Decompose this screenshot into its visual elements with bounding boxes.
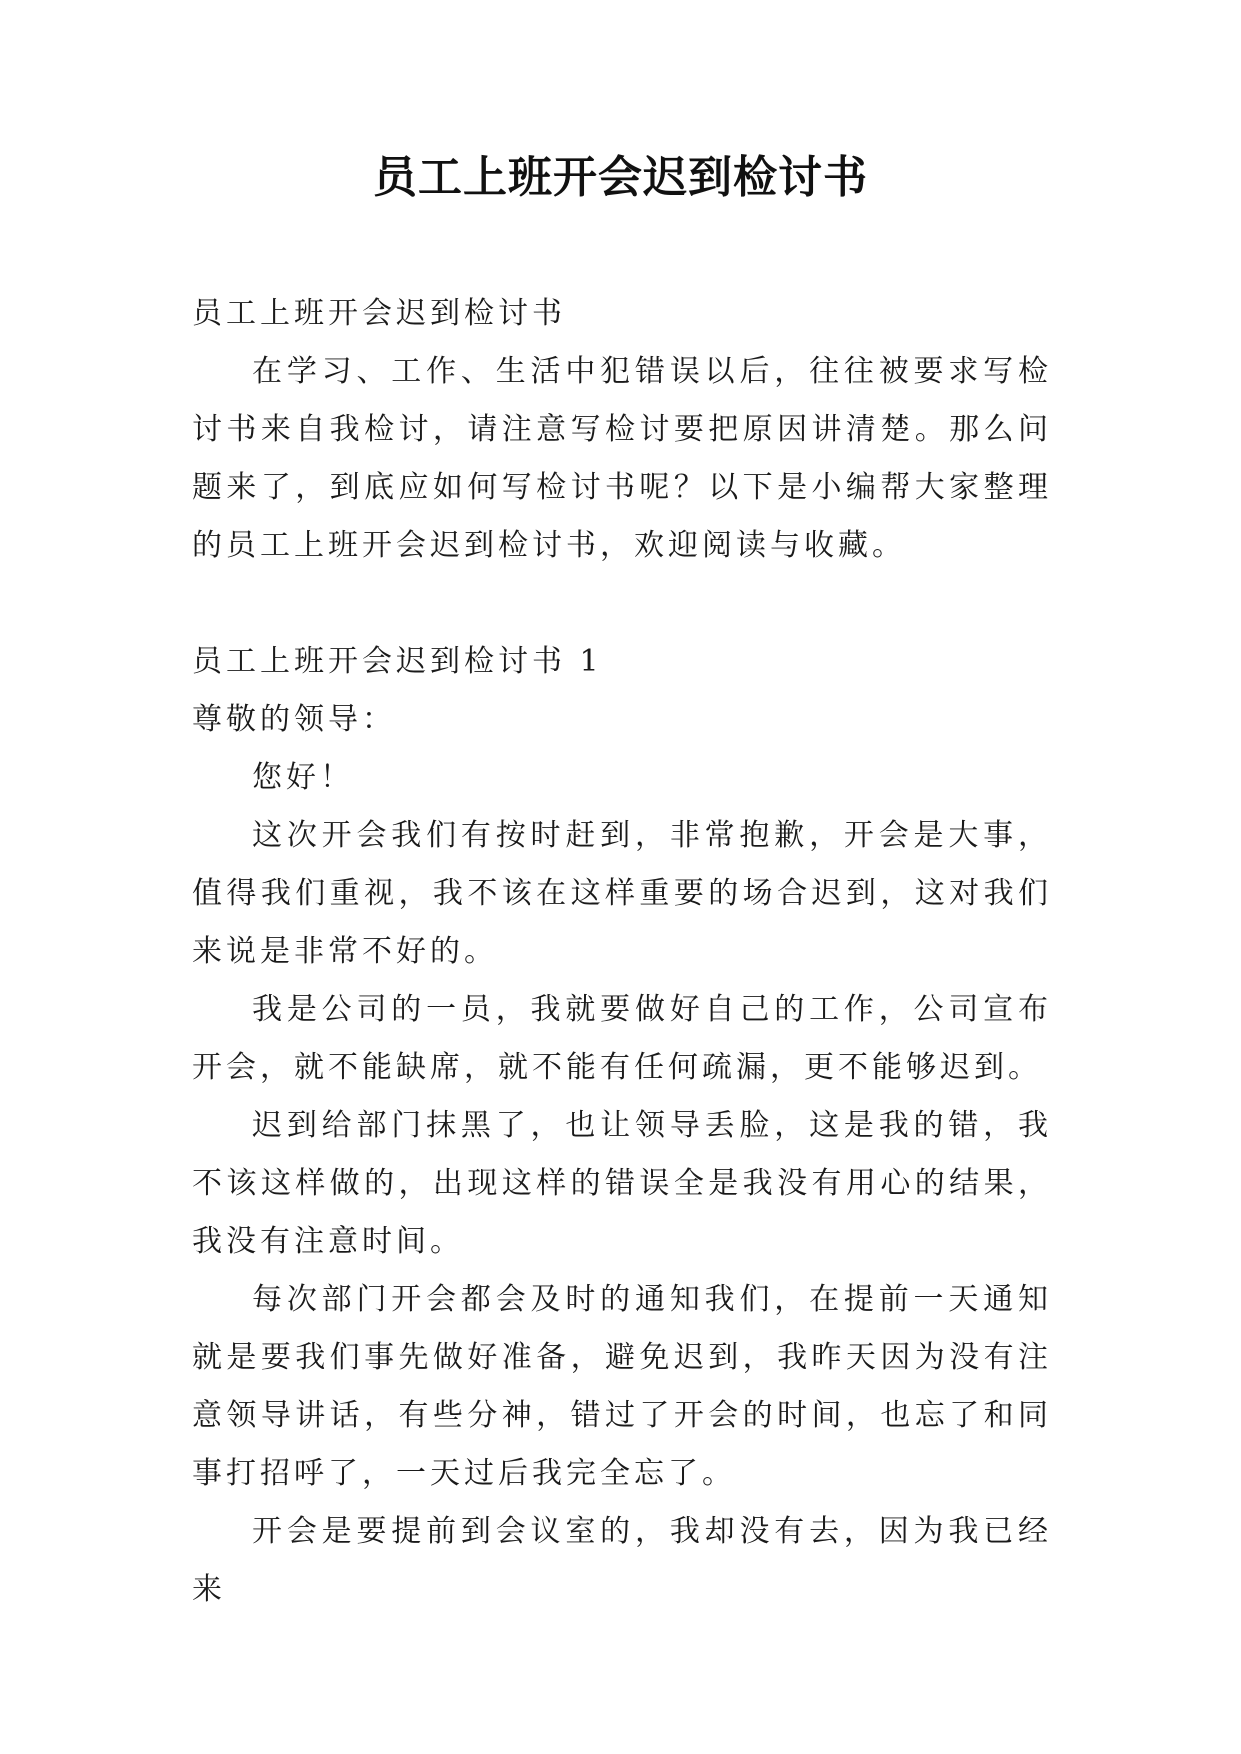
intro-paragraph: 在学习、工作、生活中犯错误以后，往往被要求写检讨书来自我检讨，请注意写检讨要把原因讲清楚。那么问题来了，到底应如何写检讨书呢？以下是小编帮大家整理的员工上班开会迟到检讨书，欢迎阅读与收藏。 [192, 354, 1052, 563]
document-title: 员工上班开会迟到检讨书 [373, 152, 868, 203]
body-paragraph-1: 这次开会我们有按时赶到，非常抱歉，开会是大事，值得我们重视，我不该在这样重要的场合迟到，这对我们来说是非常不好的。 [192, 818, 1052, 969]
salutation: 尊敬的领导： [192, 702, 396, 737]
document-subtitle: 员工上班开会迟到检讨书 [192, 296, 566, 331]
body-paragraph-4: 每次部门开会都会及时的通知我们，在提前一天通知就是要我们事先做好准备，避免迟到，我昨天因为没有注意领导讲话，有些分神，错过了开会的时间，也忘了和同事打招呼了，一天过后我完全忘了。 [192, 1282, 1052, 1491]
body-paragraph-2: 我是公司的一员，我就要做好自己的工作，公司宣布开会，就不能缺席，就不能有任何疏漏，更不能够迟到。 [192, 992, 1052, 1085]
document-body [192, 285, 1052, 1619]
section-heading: 员工上班开会迟到检讨书 1 [192, 644, 603, 679]
body-paragraph-3: 迟到给部门抹黑了，也让领导丢脸，这是我的错，我不该这样做的，出现这样的错误全是我没有用心的结果，我没有注意时间。 [192, 1108, 1052, 1259]
body-paragraph-5: 开会是要提前到会议室的，我却没有去，因为我已经来 [192, 1514, 1052, 1607]
paragraph-gap [192, 575, 1052, 633]
greeting: 您好！ [252, 760, 354, 795]
